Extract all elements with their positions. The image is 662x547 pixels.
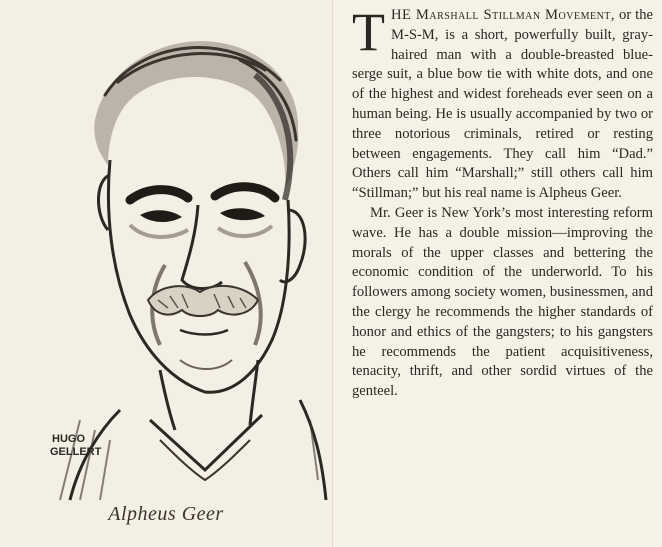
lead-in: HE Marshall Stillman Movement, [391,7,616,23]
svg-text:GELLERT: GELLERT [50,446,102,458]
paragraph-1 [352,2,653,204]
paragraph-1-text: or the M-S-M, is a short, powerfully built, gray-haired man with a double-breasted blue-serge suit, a blue bow tie with white dots, and one of the highest and widest foreheads ever seen on a human being. He is usually accompanied by two or three notorious criminals, retired or resting between engagements. They call him “Dad.” Others call him “Marshall;” still others call him “Stillman;” but his real name is Alpheus Geer. [352,7,653,202]
paragraph-2: Mr. Geer is New York’s most interesting reform wave. He has a double mission—improving the morals of the upper classes and bettering the economic condition of the underworld. To his followers among society women, businessmen, and the clergy he recommends the higher standards of honor and ethics of the gangsters; to his gangsters he recommends the patient acquisitiveness, tenacity, thrift, and other sordid virtues of the genteel. [352,204,653,400]
drop-cap: T [352,2,385,62]
portrait-caption: Alpheus Geer [108,503,224,525]
article-text [352,2,653,402]
svg-text:HUGO: HUGO [52,433,85,445]
